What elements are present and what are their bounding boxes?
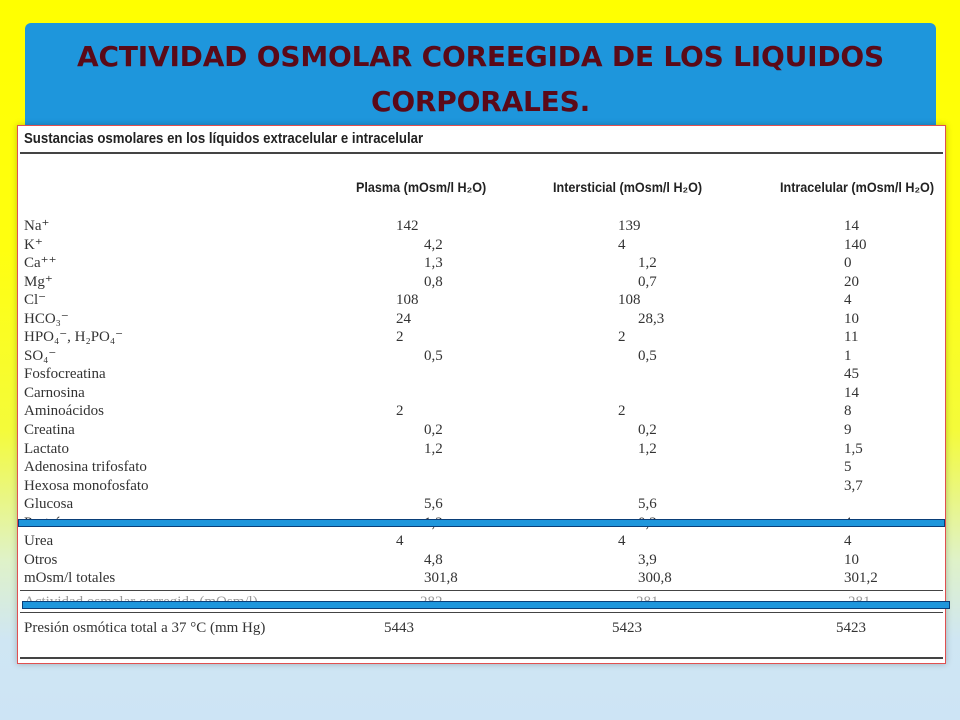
row-label: HCO₃⁻	[24, 310, 69, 327]
slide-title: ACTIVIDAD OSMOLAR COREEGIDA DE LOS LIQUIDOS CORPORALES.	[77, 40, 884, 118]
intracelular-value: 8	[844, 403, 852, 420]
plasma-value: 0,8	[424, 273, 443, 290]
bottom-rule	[20, 657, 943, 659]
intracelular-value: 45	[844, 366, 859, 383]
pressure-rule	[20, 612, 943, 613]
plasma-value: 5443	[384, 620, 414, 636]
row-label: K⁺	[24, 236, 43, 253]
row-label: Presión osmótica total a 37 °C (mm Hg)	[24, 620, 266, 636]
row-label: Aminoácidos	[24, 403, 104, 420]
intracelular-value: 4	[844, 533, 852, 550]
table-row	[18, 291, 945, 310]
intracelular-value: 10	[844, 551, 859, 568]
intersticial-value: 2	[618, 329, 626, 346]
totals-rule	[20, 590, 943, 591]
row-label: mOsm/l totales	[24, 570, 116, 587]
intracelular-value: 3,7	[844, 477, 863, 494]
row-label: Urea	[24, 533, 54, 550]
intersticial-value: 28,3	[638, 310, 665, 327]
intracelular-value: 140	[844, 236, 867, 253]
intracelular-value: 1	[844, 347, 852, 364]
osmolar-table-image	[17, 125, 946, 664]
table-row	[18, 440, 945, 459]
intracelular-value: 20	[844, 273, 859, 290]
plasma-value: 5,6	[424, 496, 443, 513]
column-header-intracelular: Intracelular (mOsm/l H₂O)	[780, 179, 935, 195]
intersticial-value: 4	[618, 236, 626, 253]
top-rule	[20, 152, 943, 154]
plasma-value: 142	[396, 218, 419, 234]
plasma-value: 2	[396, 329, 404, 346]
intersticial-value: 3,9	[638, 551, 657, 568]
table-row	[18, 421, 945, 440]
intracelular-value: 9	[844, 422, 852, 439]
intersticial-value: 1,2	[638, 440, 657, 457]
plasma-value: 301,8	[424, 570, 458, 587]
intracelular-value: 14	[844, 218, 859, 234]
row-label: Carnosina	[24, 384, 85, 401]
intersticial-value: 0,2	[638, 422, 657, 439]
intracelular-value: 11	[844, 329, 859, 346]
table-row	[18, 365, 945, 384]
row-label: Creatina	[24, 422, 75, 439]
table-row	[18, 532, 945, 551]
table-row	[18, 384, 945, 403]
intracelular-value: 1,5	[844, 440, 863, 457]
row-label: Lactato	[24, 440, 69, 457]
table-caption: Sustancias osmolares en los líquidos extracelular e intracelular	[24, 130, 424, 147]
plasma-value: 1,3	[424, 255, 443, 272]
row-label: Mg⁺	[24, 273, 53, 290]
row-label: Otros	[24, 551, 58, 568]
column-header-intersticial: Intersticial (mOsm/l H₂O)	[553, 179, 703, 195]
intracelular-value: 5	[844, 459, 852, 476]
table-body	[18, 217, 945, 588]
intersticial-value: 139	[618, 218, 641, 234]
intracelular-value: 301,2	[844, 570, 878, 587]
plasma-value: 4,2	[424, 236, 443, 253]
row-label: Glucosa	[24, 496, 74, 513]
plasma-value: 108	[396, 292, 419, 309]
table-row	[18, 569, 945, 588]
table-row	[18, 236, 945, 255]
row-label: Ca⁺⁺	[24, 255, 57, 272]
intersticial-value: 4	[618, 533, 626, 550]
table-row	[18, 551, 945, 570]
intersticial-value: 5423	[612, 620, 642, 636]
table-row	[18, 273, 945, 292]
table-row	[18, 495, 945, 514]
intersticial-value: 300,8	[638, 570, 672, 587]
table-row	[18, 402, 945, 421]
intersticial-value: 1,2	[638, 255, 657, 272]
row-label: Fosfocreatina	[24, 366, 106, 383]
intersticial-value: 2	[618, 403, 626, 420]
row-label: Adenosina trifosfato	[24, 459, 147, 476]
table-row	[18, 254, 945, 273]
table-row	[18, 217, 945, 236]
intersticial-value: 108	[618, 292, 641, 309]
intracelular-value: 5423	[836, 620, 866, 636]
plasma-value: 4,8	[424, 551, 443, 568]
row-label: Hexosa monofosfato	[24, 477, 149, 494]
intracelular-value: 4	[844, 292, 852, 309]
intracelular-value: 0	[844, 255, 852, 272]
plasma-value: 0,5	[424, 347, 443, 364]
table-row	[18, 477, 945, 496]
row-label: SO₄⁻	[24, 347, 57, 364]
plasma-value: 4	[396, 533, 404, 550]
plasma-value: 1,2	[424, 440, 443, 457]
highlight-bar-corrected	[22, 601, 950, 609]
intersticial-value: 0,5	[638, 347, 657, 364]
osmotic-pressure-row	[18, 620, 945, 638]
row-label: Na⁺	[24, 218, 50, 234]
intersticial-value: 5,6	[638, 496, 657, 513]
intracelular-value: 10	[844, 310, 859, 327]
table-row	[18, 458, 945, 477]
plasma-value: 0,2	[424, 422, 443, 439]
intersticial-value: 0,7	[638, 273, 657, 290]
table-row	[18, 347, 945, 366]
highlight-bar-protein	[18, 519, 945, 527]
row-label: HPO₄⁻, H₂PO₄⁻	[24, 329, 124, 346]
plasma-value: 24	[396, 310, 411, 327]
table-row	[18, 328, 945, 347]
plasma-value: 2	[396, 403, 404, 420]
table-row	[18, 310, 945, 329]
column-header-plasma: Plasma (mOsm/l H₂O)	[356, 179, 487, 195]
row-label: Cl⁻	[24, 292, 47, 309]
intracelular-value: 14	[844, 384, 859, 401]
